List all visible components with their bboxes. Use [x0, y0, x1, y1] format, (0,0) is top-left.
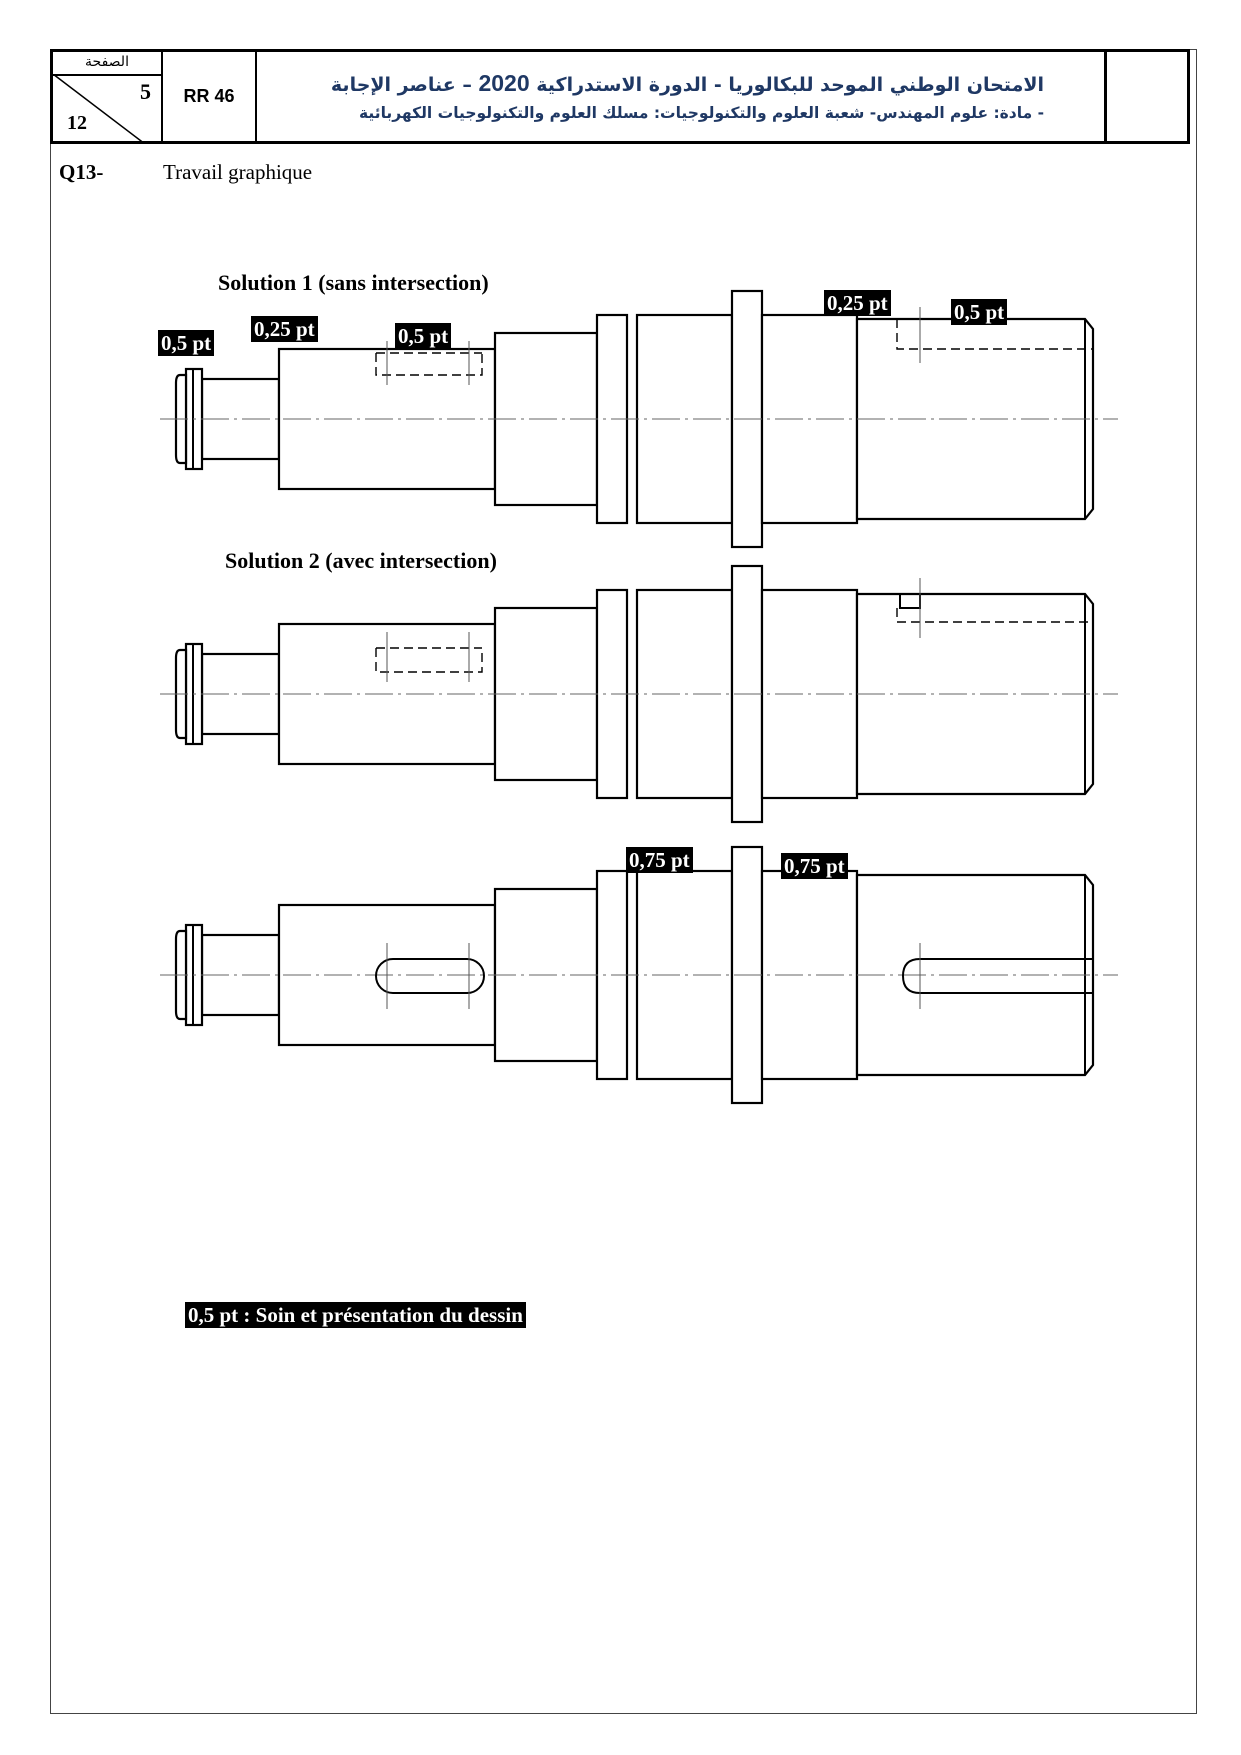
question-text: Travail graphique: [163, 160, 313, 184]
points-badge: 0,5 pt: [395, 323, 451, 349]
points-badge: 0,75 pt: [781, 853, 848, 879]
solution-2-title: Solution 2 (avec intersection): [225, 548, 497, 573]
presentation-points-note: 0,5 pt : Soin et présentation du dessin: [185, 1302, 526, 1328]
exam-code: RR 46: [163, 52, 257, 141]
question-number: Q13-: [59, 160, 104, 184]
title-session: الامتحان الوطني الموحد للبكالوريا - الدورة الاستدراكية: [536, 73, 1044, 96]
shaft-solution-2: [160, 566, 1118, 822]
points-badge: 0,25 pt: [824, 290, 891, 316]
title-year: 2020: [478, 69, 530, 96]
points-badge: 0,75 pt: [626, 847, 693, 873]
solution-1-title: Solution 1 (sans intersection): [218, 270, 489, 295]
shaft-solution-3: [160, 847, 1118, 1103]
points-badge: 0,5 pt: [158, 330, 214, 356]
page-label: الصفحة: [53, 52, 161, 76]
page-total: 12: [67, 112, 87, 134]
page-current: 5: [140, 79, 151, 104]
points-badge: 0,5 pt: [951, 299, 1007, 325]
points-badge: 0,25 pt: [251, 316, 318, 342]
title-answers: – عناصر الإجابة: [330, 73, 472, 96]
title-line-2: - مادة: علوم المهندس- شعبة العلوم والتكنولوجيات: مسلك العلوم والتكنولوجيات الكهربائية: [359, 103, 1044, 122]
